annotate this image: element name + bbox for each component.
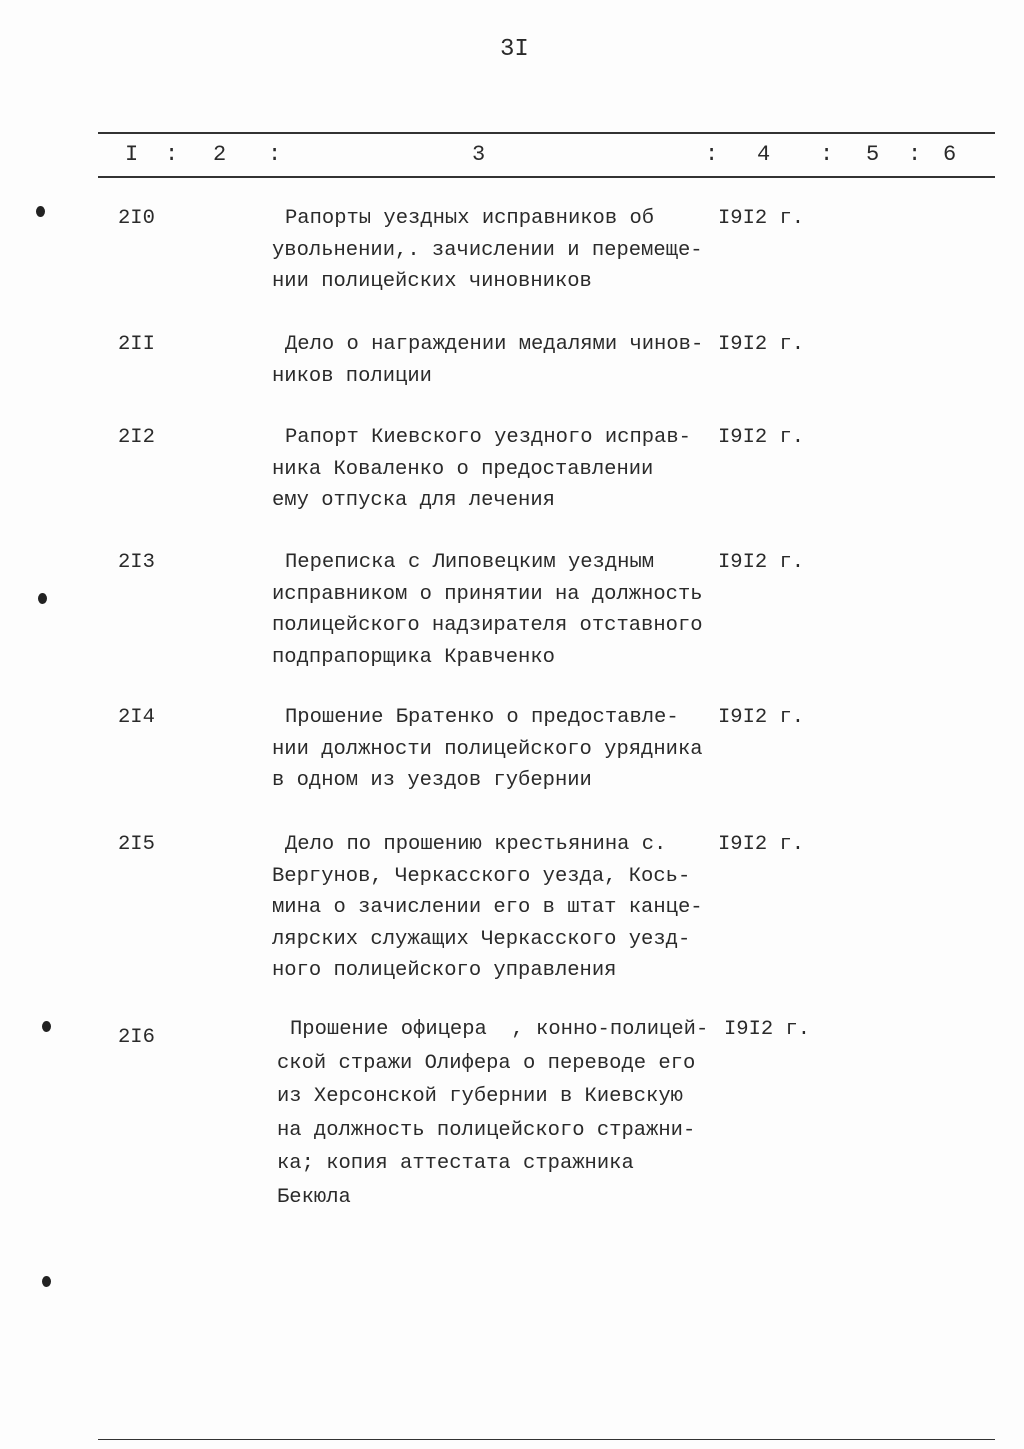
desc-line: лярских служащих Черкасского уезд- (272, 927, 691, 951)
item-number: 2II (118, 333, 155, 356)
punch-hole-mark (42, 1021, 51, 1032)
col-header-1: I (125, 142, 139, 167)
punch-hole-mark (42, 1276, 51, 1287)
desc-line: ка; копия аттестата стражника (277, 1152, 634, 1175)
item-number: 2I2 (118, 426, 155, 449)
desc-line: на должность полицейского стражни- (277, 1118, 696, 1142)
col-sep: : (165, 142, 179, 167)
desc-line: подпрапорщика Кравченко (272, 645, 555, 669)
item-description (272, 551, 703, 677)
desc-line: ников полиции (272, 364, 432, 388)
item-number: 2I4 (118, 706, 155, 729)
item-description (272, 426, 691, 521)
item-year: I9I2 г. (718, 833, 805, 856)
item-description (272, 833, 703, 991)
bottom-rule (98, 1439, 995, 1440)
item-year: I9I2 г. (724, 1018, 811, 1041)
desc-line: Дело по прошению крестьянина с. (285, 833, 667, 856)
item-number: 2I5 (118, 833, 155, 856)
desc-line: Прошение офицера , конно-полицей- (290, 1018, 709, 1041)
desc-line: ему отпуска для лечения (272, 489, 555, 512)
desc-line: исправником о принятии на должность (272, 582, 703, 606)
col-header-6: 6 (943, 142, 957, 167)
desc-line: мина о зачислении его в штат канце- (272, 896, 703, 919)
header-top-rule (98, 132, 995, 134)
item-description (272, 207, 703, 302)
desc-line: полицейского надзирателя отставного (272, 614, 703, 637)
item-number: 2I6 (118, 1026, 155, 1049)
desc-line: увольнении,. зачислении и перемеще- (272, 238, 703, 262)
item-description (272, 333, 703, 396)
desc-line: ника Коваленко о предоставлении (272, 457, 654, 481)
desc-line: Рапорт Киевского уездного исправ- (285, 426, 691, 449)
desc-line: ской стражи Олифера о переводе его (277, 1051, 696, 1075)
item-number: 2I0 (118, 207, 155, 230)
header-bottom-rule (98, 176, 995, 178)
desc-line: Вергунов, Черкасского уезда, Кось- (272, 864, 691, 888)
desc-line: нии должности полицейского урядника (272, 737, 703, 761)
desc-line: из Херсонской губернии в Киевскую (277, 1085, 683, 1108)
item-year: I9I2 г. (718, 706, 805, 729)
desc-line: Дело о награждении медалями чинов- (285, 333, 704, 356)
col-sep: : (820, 142, 834, 167)
col-sep: : (268, 142, 282, 167)
item-description (272, 706, 703, 801)
item-year: I9I2 г. (718, 551, 805, 574)
item-year: I9I2 г. (718, 207, 805, 230)
desc-line: Бекюла (277, 1185, 351, 1209)
desc-line: в одном из уездов губернии (272, 769, 592, 792)
desc-line: Переписка с Липовецким уездным (285, 551, 655, 574)
col-header-5: 5 (866, 142, 880, 167)
col-sep: : (908, 142, 922, 167)
desc-line: Рапорты уездных исправников об (285, 207, 655, 230)
punch-hole-mark (38, 593, 47, 604)
desc-line: Прошение Братенко о предоставле- (285, 706, 679, 729)
col-header-2: 2 (213, 142, 227, 167)
item-year: I9I2 г. (718, 333, 805, 356)
desc-line: ного полицейского управления (272, 959, 617, 982)
desc-line: нии полицейских чиновников (272, 270, 592, 293)
item-year: I9I2 г. (718, 426, 805, 449)
item-description (277, 1018, 708, 1219)
col-header-3: 3 (472, 142, 486, 167)
item-number: 2I3 (118, 551, 155, 574)
col-header-4: 4 (757, 142, 771, 167)
punch-hole-mark (36, 206, 45, 217)
col-sep: : (705, 142, 719, 167)
page-number: 3I (500, 36, 529, 63)
